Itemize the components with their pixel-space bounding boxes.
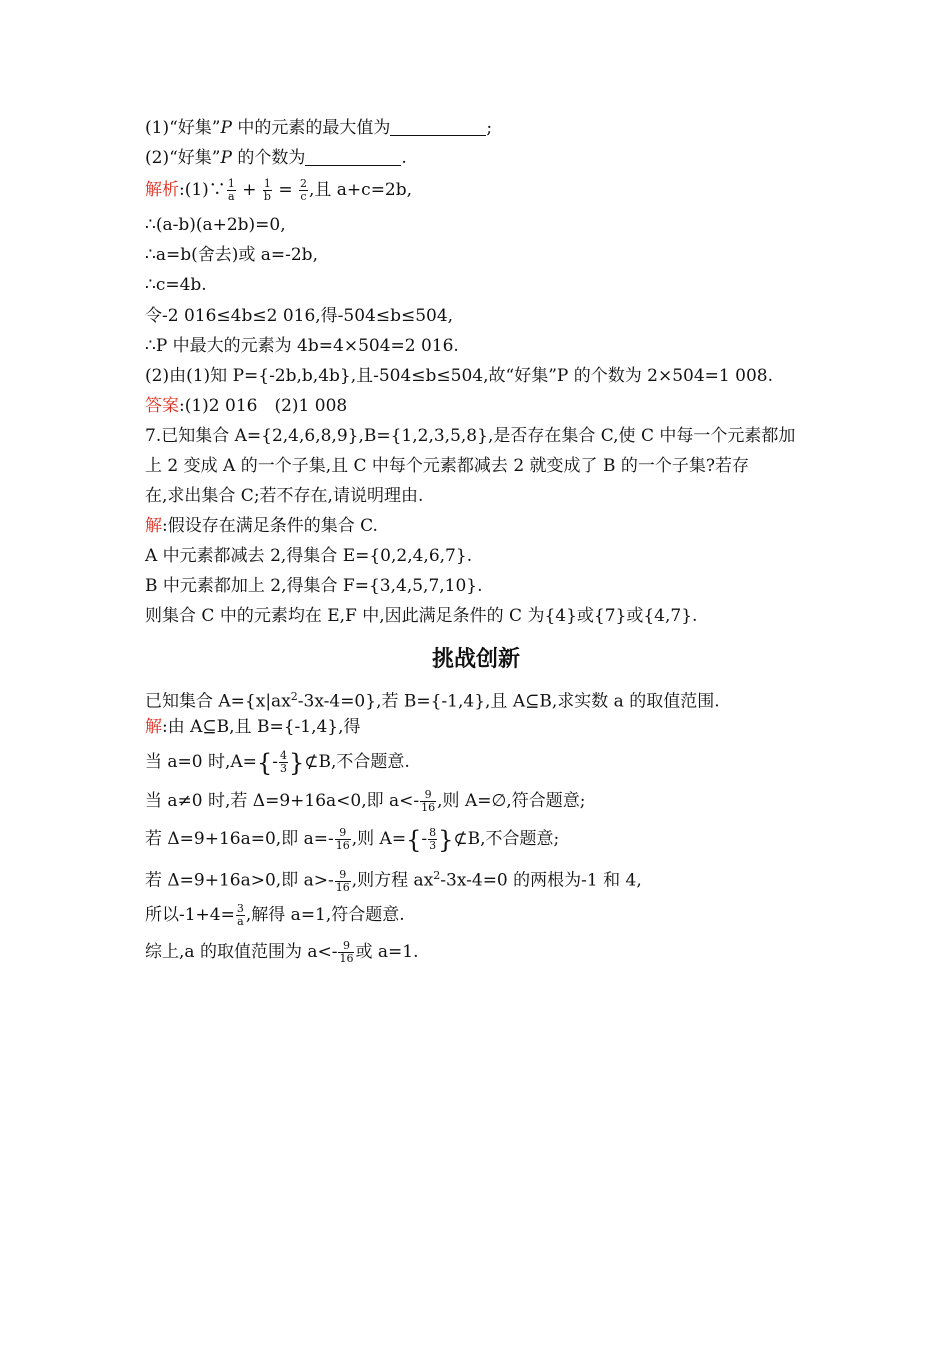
answer-blank-2[interactable] (305, 149, 401, 166)
fraction-3-over-a: $\frac{3}{a}$ (236, 902, 244, 928)
challenge-solution-line-6: 所以-1+4= $\frac{3}{a}$ ,解得 a=1,符合题意. (145, 902, 405, 928)
analysis-line-4: ∴c=4b. (145, 275, 207, 295)
challenge-solution-line-4: 若 Δ=9+16a=0,即 a=- $\frac{9}{16}$ ,则 A={- $\frac{8}{3}$ }⊄B,不合题意; (145, 826, 560, 854)
challenge-solution-line-3: 当 a≠0 时,若 Δ=9+16a<0,即 a<- $\frac{9}{16}$ ,则 A=∅,符合题意; (145, 788, 586, 814)
analysis-line-3: ∴a=b(舍去)或 a=-2b, (145, 245, 318, 265)
fraction-2-over-c: $\frac{2}{c}$ (299, 177, 307, 203)
question-7-line-1: 7.已知集合 A={2,4,6,8,9},B={1,2,3,5,8},是否存在集合 C,使 C 中每一个元素都加 (145, 426, 796, 446)
analysis-line-7: (2)由(1)知 P={-2b,b,4b},且-504≤b≤504,故“好集”P 的个数为 2×504=1 008. (145, 366, 773, 386)
fraction-9-over-16: $\frac{9}{16}$ (335, 867, 350, 894)
challenge-solution-line-7: 综上,a 的取值范围为 a<- $\frac{9}{16}$ 或 a=1. (145, 939, 419, 965)
solution-7-line-1: 解:假设存在满足条件的集合 C. (145, 516, 378, 536)
fraction-9-over-16: $\frac{9}{16}$ (335, 826, 350, 852)
fraction-1-over-b: $\frac{1}{b}$ (263, 177, 271, 203)
answer-label: 答案 (145, 396, 179, 416)
solution-7-line-2: A 中元素都减去 2,得集合 E={0,2,4,6,7}. (145, 546, 473, 566)
challenge-question: 已知集合 $A=\{x|ax^2-3x-4=0\}$,若 B={-1,4},且 A⊆B,求实数 a 的取值范围. (145, 690, 720, 712)
challenge-solution-line-5: 若 Δ=9+16a>0,即 a>- $\frac{9}{16}$ ,则方程 $ax^2-3x-4=0$ 的两根为-1 和 4, (145, 867, 642, 894)
analysis-line-1: 解析:(1)∵ $\frac{1}{a}$ + $\frac{1}{b}$ = $\frac{2}{c}$ ,且 a+c=2b, (145, 177, 413, 203)
analysis-label: 解析 (145, 180, 179, 200)
fraction-9-over-16: $\frac{9}{16}$ (339, 939, 354, 965)
fraction-9-over-16: $\frac{9}{16}$ (421, 788, 436, 814)
fraction-8-over-3: $\frac{8}{3}$ (429, 826, 437, 852)
section-title: 挑战创新 (431, 647, 520, 672)
solution-7-line-4: 则集合 C 中的元素均在 E,F 中,因此满足条件的 C 为{4}或{7}或{4,7}. (145, 606, 698, 626)
answer-line: 答案:(1)2 016 (2)1 008 (145, 396, 348, 416)
challenge-solution-line-2: 当 a=0 时,A={- $\frac{4}{3}$ }⊄B,不合题意. (145, 749, 410, 777)
fraction-1-over-a: $\frac{1}{a}$ (227, 177, 235, 203)
solution-7-line-3: B 中元素都加上 2,得集合 F={3,4,5,7,10}. (145, 576, 483, 596)
answer-blank-1[interactable] (390, 119, 486, 136)
challenge-solution-label: 解 (145, 717, 162, 737)
challenge-solution-line-1: 解:由 A⊆B,且 B={-1,4},得 (145, 717, 361, 737)
question-1-line: (1)“好集”P 中的元素的最大值为 ; (145, 118, 493, 138)
question-7-line-3: 在,求出集合 C;若不存在,请说明理由. (145, 486, 424, 506)
question-7-line-2: 上 2 变成 A 的一个子集,且 C 中每个元素都减去 2 就变成了 B 的一个子集?若存 (145, 456, 749, 476)
analysis-line-5: 令-2 016≤4b≤2 016,得-504≤b≤504, (145, 306, 454, 326)
question-2-line: (2)“好集”P 的个数为 . (145, 148, 407, 168)
fraction-4-over-3: $\frac{4}{3}$ (279, 749, 287, 775)
analysis-line-6: ∴P 中最大的元素为 4b=4×504=2 016. (145, 336, 459, 356)
analysis-line-2: ∴(a-b)(a+2b)=0, (145, 215, 286, 235)
solution-label: 解 (145, 516, 162, 536)
